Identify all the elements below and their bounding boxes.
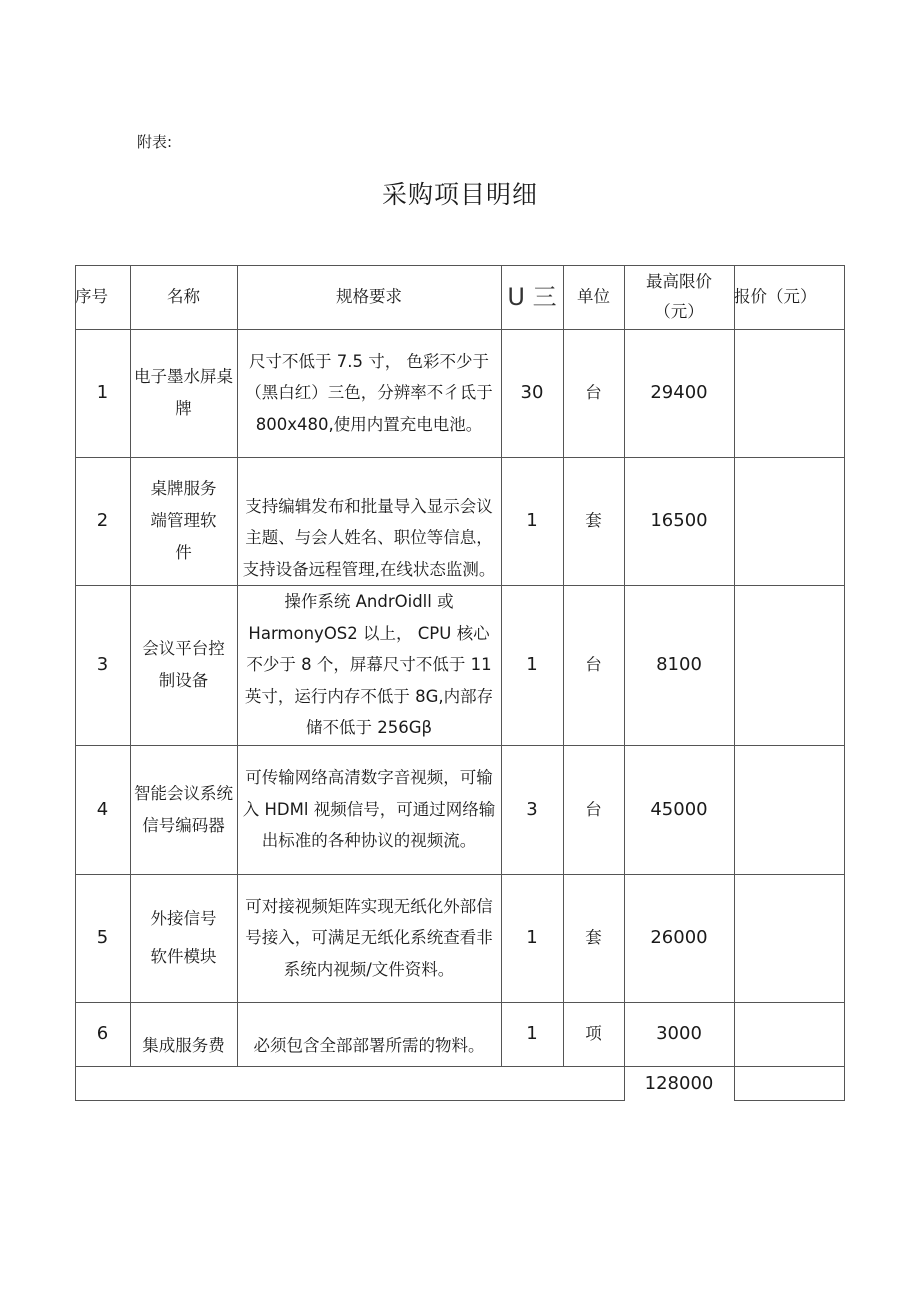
row-4-unit: 台 xyxy=(585,799,602,819)
row-3-unit: 台 xyxy=(585,655,602,674)
row-2-seq: 2 xyxy=(96,510,109,531)
row-6-qty: 1 xyxy=(526,1023,538,1044)
row-2-name: 桌牌服务端管理软件 xyxy=(150,479,217,562)
page-title: 采购项目明细 xyxy=(381,180,538,209)
row-4-max-price: 45000 xyxy=(650,798,708,820)
row-6-quote xyxy=(734,1002,844,1066)
row-2-spec: 支持编辑发布和批量导入显示会议主题、与会人姓名、职位等信息，支持设备远程管理,在线状态监测。 xyxy=(242,496,496,579)
row-3-qty: 1 xyxy=(526,654,538,675)
row-4-spec: 可传输网络高清数字音视频，可输入 HDMl 视频信号，可通过网络输出标准的各种协议的视频流。 xyxy=(242,768,496,851)
row-1-seq: 1 xyxy=(96,382,109,403)
row-6-name: 集成服务费 xyxy=(142,1036,225,1055)
row-3-max-price: 8100 xyxy=(656,654,702,675)
total-max-price: 128000 xyxy=(644,1073,714,1094)
header-qty: U 三 xyxy=(507,283,557,311)
row-2-max-price: 16500 xyxy=(650,510,708,531)
row-3-name: 会议平台控制设备 xyxy=(142,639,225,690)
row-3-seq: 3 xyxy=(96,654,109,675)
row-5-name: 外接信号软件模块 xyxy=(150,909,217,966)
row-1-qty: 30 xyxy=(520,382,544,403)
row-1-unit: 台 xyxy=(585,383,602,402)
annex-label: 附表: xyxy=(137,133,173,151)
table-rule xyxy=(844,265,845,1101)
row-1-name: 电子墨水屏桌牌 xyxy=(134,367,233,418)
row-5-spec: 可对接视频矩阵实现无纸化外部信号接入，可满足无纸化系统查看非系统内视频/文件资料。 xyxy=(245,896,493,979)
table-rule xyxy=(734,1100,845,1101)
row-4-qty: 3 xyxy=(526,798,538,820)
row-3-quote xyxy=(734,585,844,745)
row-5-quote xyxy=(734,874,844,1002)
row-6-unit: 项 xyxy=(585,1024,602,1043)
row-5-max-price: 26000 xyxy=(650,927,708,948)
row-2-quote xyxy=(734,457,844,585)
header-name: 名称 xyxy=(167,287,200,306)
row-6-max-price: 3000 xyxy=(656,1023,702,1044)
row-2-unit: 套 xyxy=(585,511,602,530)
row-4-seq: 4 xyxy=(96,798,109,820)
header-quote: 报价（元） xyxy=(734,287,817,306)
header-seq: 序号 xyxy=(75,287,108,306)
row-5-seq: 5 xyxy=(96,927,109,948)
row-1-spec: 尺寸不低于 7.5 寸， 色彩不少于（黑白红）三色，分辨率不彳氐于800x480,使用内置充电电池。 xyxy=(245,351,493,434)
row-1-quote xyxy=(734,329,844,457)
header-spec: 规格要求 xyxy=(336,287,402,306)
row-4-name: 智能会议系统信号编码器 xyxy=(134,783,233,835)
row-3-spec: 操作系统 AndrOidll 或 HarmonyOS2 以上， CPU 核心不少于 8 个，屏幕尺寸不低于 11 英寸，运行内存不低于 8G,内部存储不低于 256Gβ xyxy=(244,592,494,738)
row-4-quote xyxy=(734,745,844,874)
row-2-qty: 1 xyxy=(526,510,538,531)
table-rule xyxy=(75,1100,625,1101)
row-6-spec: 必须包含全部部署所需的物料。 xyxy=(253,1036,485,1055)
header-unit: 单位 xyxy=(577,287,610,306)
row-5-qty: 1 xyxy=(526,927,538,948)
row-6-seq: 6 xyxy=(96,1023,109,1044)
row-5-unit: 套 xyxy=(585,928,602,947)
row-1-max-price: 29400 xyxy=(650,382,708,403)
header-max-price: 最高限价（元） xyxy=(646,272,712,321)
